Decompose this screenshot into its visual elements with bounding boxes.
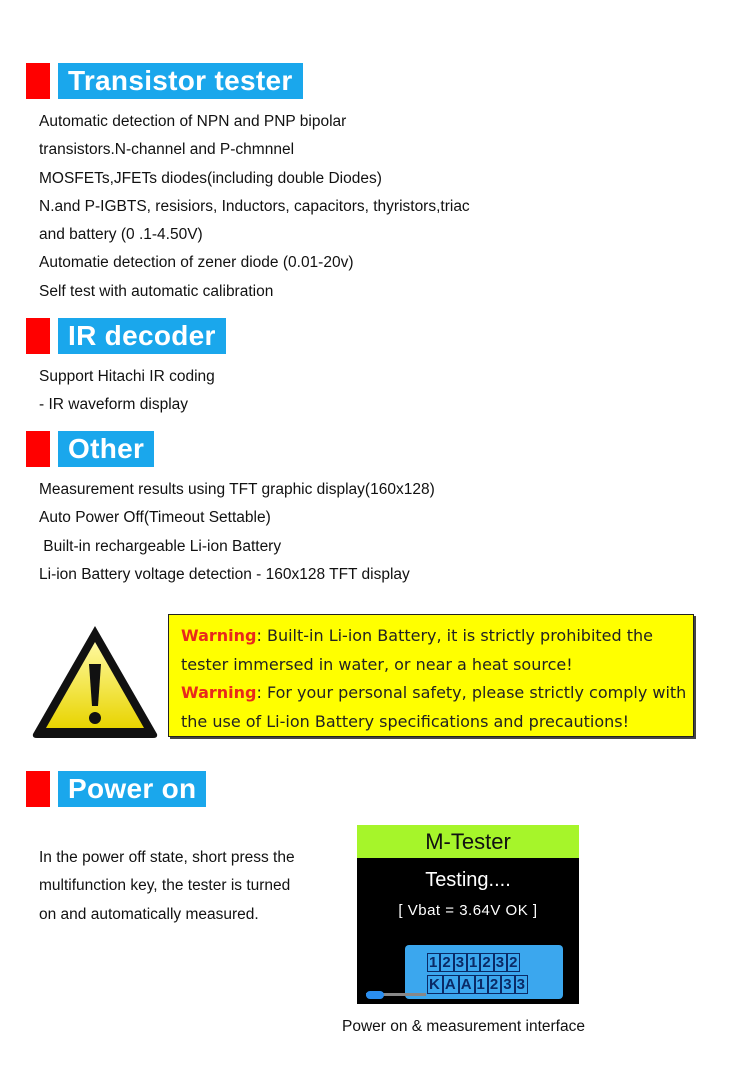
description-line: on and automatically measured.: [39, 905, 259, 923]
feature-line: N.and P-IGBTS, resisiors, Inductors, capacitors, thyristors,triac: [39, 197, 470, 215]
feature-line: and battery (0 .1-4.50V): [39, 226, 203, 244]
feature-line: Self test with automatic calibration: [39, 282, 274, 300]
section-power-header: [26, 771, 206, 807]
section-title: Transistor tester: [58, 63, 303, 99]
section-title: Power on: [58, 771, 206, 807]
pin-cell: 2: [489, 976, 500, 993]
pin-cell: 2: [509, 954, 519, 971]
screen-caption: Power on & measurement interface: [342, 1018, 585, 1035]
pin-cell: 2: [442, 954, 452, 971]
pin-cell: 3: [495, 954, 506, 971]
description-line: In the power off state, short press the: [39, 849, 295, 866]
feature-line: Li-ion Battery voltage detection - 160x128 TFT display: [39, 565, 410, 583]
other-features: [39, 476, 435, 589]
red-marker: [26, 771, 50, 807]
pin-row-bottom: [427, 976, 528, 993]
red-marker: [26, 63, 50, 99]
screen-testing: Testing....: [425, 869, 511, 891]
red-marker: [26, 318, 50, 354]
feature-line: Automatic detection of NPN and PNP bipolar: [39, 113, 347, 130]
red-marker: [26, 431, 50, 467]
ir-features: [39, 363, 215, 420]
pin-cell: 1: [476, 976, 486, 993]
pin-cell: 2: [482, 954, 492, 971]
feature-line: Automatie detection of zener diode (0.01-20v): [39, 254, 354, 272]
warning-triangle-icon: [30, 622, 160, 740]
description-line: multifunction key, the tester is turned: [39, 877, 291, 895]
pin-cell: 3: [455, 954, 466, 971]
feature-line: Auto Power Off(Timeout Settable): [39, 509, 271, 527]
feature-line: transistors.N-channel and P-chmnnel: [39, 141, 295, 159]
pin-cell: 1: [469, 954, 479, 971]
pin-row-top: [427, 954, 520, 971]
screen-header: M-Tester: [357, 825, 579, 858]
feature-line: Built-in rechargeable Li-ion Battery: [39, 537, 282, 555]
tester-screen: [357, 825, 579, 1004]
section-ir-header: [26, 318, 226, 354]
pin-cell: 3: [516, 976, 526, 993]
section-title: IR decoder: [58, 318, 226, 354]
section-other-header: [26, 431, 154, 467]
feature-line: Measurement results using TFT graphic display(160x128): [39, 481, 435, 498]
screen-vbat: [ Vbat = 3.64V OK ]: [398, 902, 538, 919]
section-transistor-header: [26, 63, 303, 99]
pin-cell: A: [460, 976, 473, 993]
feature-line: Support Hitachi IR coding: [39, 368, 215, 385]
warning-text: : For your personal safety, please strictly comply with the use of Li-ion Battery specifications and precautions!: [181, 683, 687, 731]
pin-cell: A: [444, 976, 457, 993]
warning-label: Warning: [181, 683, 257, 702]
feature-line: MOSFETs,JFETs diodes(including double Diodes): [39, 169, 382, 187]
warning-text: : Built-in Li-ion Battery, it is strictly prohibited the tester immersed in water, or near a heat source!: [181, 626, 654, 674]
warning-box: [168, 614, 694, 737]
pin-cell: 3: [503, 976, 513, 993]
transistor-features: [39, 108, 470, 306]
screen-progress-knob: [366, 991, 384, 999]
pin-cell: K: [429, 976, 441, 993]
pin-panel: [405, 945, 563, 999]
feature-line: - IR waveform display: [39, 396, 189, 414]
warning-label: Warning: [181, 626, 257, 645]
section-title: Other: [58, 431, 154, 467]
power-on-description: [39, 844, 295, 929]
pin-cell: 1: [429, 954, 439, 971]
